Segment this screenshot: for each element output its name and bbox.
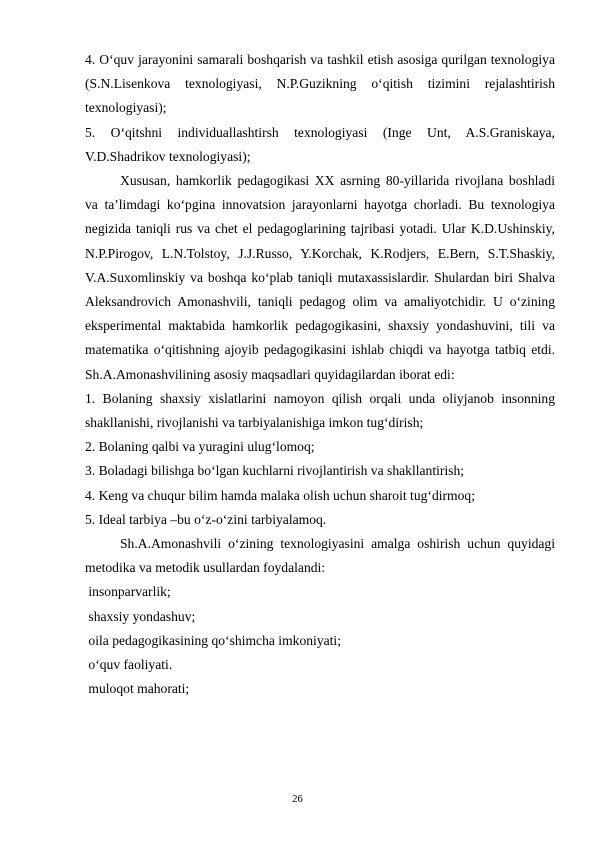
method-list-item: insonparvarlik; [88,584,171,600]
paragraph-item-4: 4. O‘quv jarayonini samarali boshqarish va tashkil etish asosiga qurilgan texnologiya (S.N.Lisenkova texnologiyasi, N.P.Guzikning o‘qitish tizimini rejalashtirish texnologiyasi); [85,52,555,116]
paragraph-hamkorlik-pedagogikasi: Xususan, hamkorlik pedagogikasi XX asrning 80-yillarida rivojlana boshladi va ta’limdagi ko‘pgina innovatsion jarayonlarni hayotga chorladi. Bu texnologiya negizida taniqli rus va chet el pedagoglarining tajribasi yotadi. Ular K.D.Ushinskiy, N.P.Pirogov, L.N.Tolstoy, J.J.Russo, Y.Korchak, K.Rodjers, E.Bern, S.T.Shaskiy, V.A.Suxomlinskiy va boshqa ko‘plab taniqli mutaxassislardir. Shulardan biri Shalva Aleksandrovich Amonashvili, taniqli pedagog olim va amaliyotchidir. U o‘zining eksperimental maktabida hamkorlik pedagogikasini, shaxsiy yondashuvini, tili va matematika o‘qitishning ajoyib pedagogikasini ishlab chiqdi va hayotga tatbiq etdi. Sh.A.Amonashvilining asosiy maqsadlari quyidagilardan iborat edi: [85,173,555,382]
page-number: 26 [292,794,303,805]
page-body [85,48,555,701]
goal-item-4: 4. Keng va chuqur bilim hamda malaka olish uchun sharoit tug‘dirmoq; [85,487,475,503]
goal-item-1: 1. Bolaning shaxsiy xislatlarini namoyon qilish orqali unda oliyjanob insonning shakllanishi, rivojlanishi va tarbiyalanishiga imkon tug‘dirish; [85,390,555,431]
goal-item-5: 5. Ideal tarbiya –bu o‘z-o‘zini tarbiyalamoq. [85,511,327,527]
method-list-item: oila pedagogikasining qo‘shimcha imkoniyati; [88,632,341,648]
method-list-item: o‘quv faoliyati. [88,657,173,673]
method-list-item: muloqot mahorati; [88,681,190,697]
paragraph-metodika: Sh.A.Amonashvili o‘zining texnologiyasini amalga oshirish uchun quyidagi metodika va metodik usullardan foydalandi: [85,536,555,576]
goal-item-2: 2. Bolaning qalbi va yuragini ulug‘lomoq; [85,439,315,455]
method-list-item: shaxsiy yondashuv; [88,608,196,624]
goal-item-3: 3. Boladagi bilishga bo‘lgan kuchlarni rivojlantirish va shakllantirish; [85,463,465,479]
paragraph-item-5: 5. O‘qitshni individuallashtirsh texnologiyasi (Inge Unt, A.S.Graniskaya, V.D.Shadrikov texnologiyasi); [85,124,555,164]
